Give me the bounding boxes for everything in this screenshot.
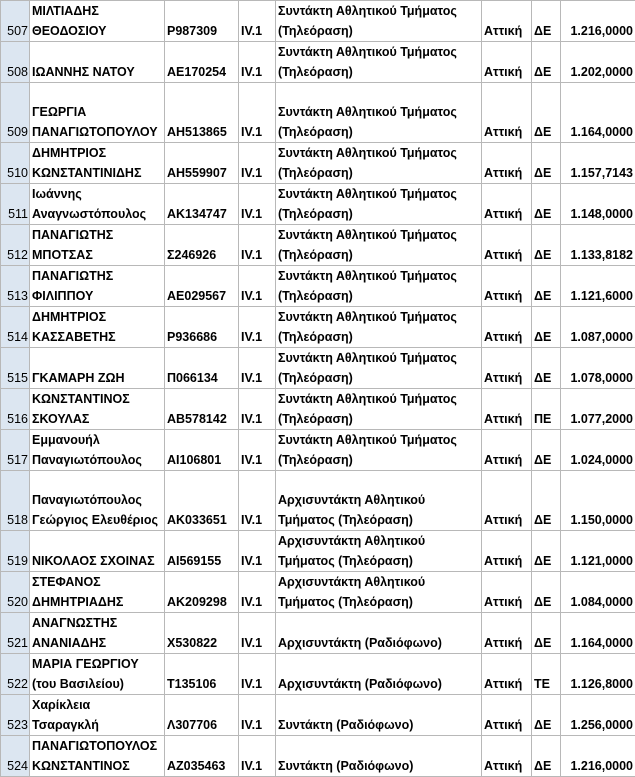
position-cell[interactable] [276, 695, 482, 736]
row-number-cell[interactable]: 519 [1, 531, 30, 572]
cell-line: ΝΙΚΟΛΑΟΣ ΣΧΟΙΝΑΣ [32, 551, 162, 571]
category-cell[interactable]: ΔΕ [532, 348, 561, 389]
position-cell[interactable] [276, 389, 482, 430]
category-cell[interactable]: ΔΕ [532, 613, 561, 654]
cell-line: ΦΙΛΙΠΠΟΥ [32, 286, 162, 306]
grade-cell[interactable]: IV.1 [239, 654, 276, 695]
score-cell[interactable]: 1.121,0000 [561, 531, 635, 572]
grade-cell[interactable]: IV.1 [239, 572, 276, 613]
score-cell[interactable]: 1.121,6000 [561, 266, 635, 307]
cell-line: ΚΩΝΣΤΑΝΤΙΝΟΣ [32, 389, 162, 409]
table-row [1, 266, 635, 307]
cell-line: ΔΗΜΗΤΡΙΟΣ [32, 143, 162, 163]
cell-line: Συντάκτη Αθλητικού Τμήματος [278, 307, 479, 327]
score-cell[interactable]: 1.164,0000 [561, 83, 635, 143]
cell-line: Τμήματος (Τηλεόραση) [278, 551, 479, 571]
name-cell[interactable] [30, 225, 165, 266]
cell-line: Αρχισυντάκτη Αθλητικού [278, 572, 479, 592]
cell-line: ΓΚΑΜΑΡΗ ΖΩΗ [32, 368, 162, 388]
row-number-cell[interactable]: 508 [1, 42, 30, 83]
cell-line: Αρχισυντάκτη (Ραδιόφωνο) [278, 633, 479, 653]
position-cell[interactable] [276, 430, 482, 471]
grade-cell[interactable]: IV.1 [239, 430, 276, 471]
row-number-cell[interactable]: 510 [1, 143, 30, 184]
cell-line: Συντάκτη Αθλητικού Τμήματος [278, 42, 479, 62]
grade-cell[interactable]: IV.1 [239, 471, 276, 531]
score-cell[interactable]: 1.077,2000 [561, 389, 635, 430]
score-cell[interactable]: 1.078,0000 [561, 348, 635, 389]
row-number-cell[interactable]: 507 [1, 1, 30, 42]
cell-line: Συντάκτη Αθλητικού Τμήματος [278, 225, 479, 245]
score-cell[interactable]: 1.148,0000 [561, 184, 635, 225]
row-number-cell[interactable]: 521 [1, 613, 30, 654]
grade-cell[interactable]: IV.1 [239, 389, 276, 430]
table-body [1, 1, 635, 777]
grade-cell[interactable]: IV.1 [239, 266, 276, 307]
name-cell[interactable] [30, 389, 165, 430]
category-cell[interactable]: ΔΕ [532, 83, 561, 143]
cell-line: (Τηλεόραση) [278, 21, 479, 41]
score-cell[interactable]: 1.087,0000 [561, 307, 635, 348]
row-number-cell[interactable]: 515 [1, 348, 30, 389]
cell-line: ΠΑΝΑΓΙΩΤΟΠΟΥΛΟΣ [32, 736, 162, 756]
cell-line: Συντάκτη Αθλητικού Τμήματος [278, 389, 479, 409]
id-cell[interactable]: ΑΙ106801 [165, 430, 239, 471]
cell-line: ΘΕΟΔΟΣΙΟΥ [32, 21, 162, 41]
cell-line: ΔΗΜΗΤΡΙΟΣ [32, 307, 162, 327]
row-number-cell[interactable]: 513 [1, 266, 30, 307]
cell-line: Αρχισυντάκτη Αθλητικού [278, 490, 479, 510]
position-cell[interactable] [276, 42, 482, 83]
row-number-cell[interactable]: 516 [1, 389, 30, 430]
cell-line: (Τηλεόραση) [278, 327, 479, 347]
position-cell[interactable] [276, 184, 482, 225]
cell-line: Τμήματος (Τηλεόραση) [278, 592, 479, 612]
cell-line: Αρχισυντάκτη (Ραδιόφωνο) [278, 674, 479, 694]
grade-cell[interactable]: IV.1 [239, 613, 276, 654]
region-cell[interactable]: Αττική [482, 266, 532, 307]
id-cell[interactable]: Σ246926 [165, 225, 239, 266]
cell-line: (Τηλεόραση) [278, 204, 479, 224]
grade-cell[interactable]: IV.1 [239, 695, 276, 736]
cell-line: Αρχισυντάκτη Αθλητικού [278, 531, 479, 551]
position-cell[interactable] [276, 531, 482, 572]
category-cell[interactable]: ΤΕ [532, 654, 561, 695]
position-cell[interactable] [276, 471, 482, 531]
cell-line: (Τηλεόραση) [278, 163, 479, 183]
cell-line: ΠΑΝΑΓΙΩΤΗΣ [32, 225, 162, 245]
score-cell[interactable]: 1.157,7143 [561, 143, 635, 184]
id-cell[interactable]: Τ135106 [165, 654, 239, 695]
grade-cell[interactable]: IV.1 [239, 225, 276, 266]
region-cell[interactable]: Αττική [482, 307, 532, 348]
cell-line: ΚΑΣΣΑΒΕΤΗΣ [32, 327, 162, 347]
name-cell[interactable] [30, 613, 165, 654]
id-cell[interactable]: Λ307706 [165, 695, 239, 736]
position-cell[interactable] [276, 225, 482, 266]
position-cell[interactable] [276, 613, 482, 654]
table-row [1, 307, 635, 348]
cell-line: Εμμανουήλ [32, 430, 162, 450]
id-cell[interactable]: Π066134 [165, 348, 239, 389]
row-number-cell[interactable]: 520 [1, 572, 30, 613]
cell-line: (Τηλεόραση) [278, 450, 479, 470]
cell-line: Αναγνωστόπουλος [32, 204, 162, 224]
region-cell[interactable]: Αττική [482, 1, 532, 42]
name-cell[interactable] [30, 1, 165, 42]
id-cell[interactable]: Ρ987309 [165, 1, 239, 42]
region-cell[interactable]: Αττική [482, 613, 532, 654]
id-cell[interactable]: ΑΚ134747 [165, 184, 239, 225]
table-row [1, 83, 635, 143]
score-cell[interactable]: 1.164,0000 [561, 613, 635, 654]
position-cell[interactable] [276, 83, 482, 143]
category-cell[interactable]: ΔΕ [532, 225, 561, 266]
cell-line: Συντάκτη Αθλητικού Τμήματος [278, 430, 479, 450]
category-cell[interactable]: ΔΕ [532, 184, 561, 225]
category-cell[interactable]: ΔΕ [532, 266, 561, 307]
cell-line: (Τηλεόραση) [278, 286, 479, 306]
cell-line: ΜΙΛΤΙΑΔΗΣ [32, 1, 162, 21]
category-cell[interactable]: ΔΕ [532, 572, 561, 613]
position-cell[interactable] [276, 348, 482, 389]
cell-line: ΜΠΟΤΣΑΣ [32, 245, 162, 265]
id-cell[interactable]: ΑΚ033651 [165, 471, 239, 531]
table-row [1, 184, 635, 225]
category-cell[interactable]: ΔΕ [532, 471, 561, 531]
cell-line: (Τηλεόραση) [278, 368, 479, 388]
cell-line: Συντάκτη Αθλητικού Τμήματος [278, 102, 479, 122]
cell-line: Συντάκτη (Ραδιόφωνο) [278, 756, 479, 776]
cell-line: ΣΤΕΦΑΝΟΣ [32, 572, 162, 592]
score-cell[interactable]: 1.133,8182 [561, 225, 635, 266]
row-number-cell[interactable]: 517 [1, 430, 30, 471]
row-number-cell[interactable]: 524 [1, 736, 30, 777]
score-cell[interactable]: 1.202,0000 [561, 42, 635, 83]
cell-line: ΚΩΝΣΤΑΝΤΙΝΟΣ [32, 756, 162, 776]
id-cell[interactable]: Χ530822 [165, 613, 239, 654]
position-cell[interactable] [276, 654, 482, 695]
id-cell[interactable]: Ρ936686 [165, 307, 239, 348]
row-number-cell[interactable]: 518 [1, 471, 30, 531]
cell-line: ΙΩΑΝΝΗΣ ΝΑΤΟΥ [32, 62, 162, 82]
category-cell[interactable]: ΔΕ [532, 531, 561, 572]
table-row [1, 389, 635, 430]
region-cell[interactable]: Αττική [482, 389, 532, 430]
table-row [1, 42, 635, 83]
name-cell[interactable] [30, 266, 165, 307]
table-row [1, 348, 635, 389]
table-row [1, 1, 635, 42]
name-cell[interactable] [30, 42, 165, 83]
name-cell[interactable] [30, 83, 165, 143]
cell-line: Παναγιωτόπουλος [32, 450, 162, 470]
cell-line: ΚΩΝΣΤΑΝΤΙΝΙΔΗΣ [32, 163, 162, 183]
name-cell[interactable] [30, 348, 165, 389]
name-cell[interactable] [30, 695, 165, 736]
row-number-cell[interactable]: 511 [1, 184, 30, 225]
position-cell[interactable] [276, 572, 482, 613]
region-cell[interactable]: Αττική [482, 471, 532, 531]
grade-cell[interactable]: IV.1 [239, 42, 276, 83]
score-cell[interactable]: 1.024,0000 [561, 430, 635, 471]
name-cell[interactable] [30, 307, 165, 348]
name-cell[interactable] [30, 654, 165, 695]
cell-line: ΣΚΟΥΛΑΣ [32, 409, 162, 429]
grade-cell[interactable]: IV.1 [239, 531, 276, 572]
grade-cell[interactable]: IV.1 [239, 184, 276, 225]
id-cell[interactable]: ΑΕ029567 [165, 266, 239, 307]
score-cell[interactable]: 1.150,0000 [561, 471, 635, 531]
row-number-cell[interactable]: 523 [1, 695, 30, 736]
cell-line: Συντάκτη (Ραδιόφωνο) [278, 715, 479, 735]
grade-cell[interactable]: IV.1 [239, 143, 276, 184]
cell-line: ΑΝΑΝΙΑΔΗΣ [32, 633, 162, 653]
position-cell[interactable] [276, 736, 482, 777]
region-cell[interactable]: Αττική [482, 184, 532, 225]
region-cell[interactable]: Αττική [482, 225, 532, 266]
cell-line: Συντάκτη Αθλητικού Τμήματος [278, 184, 479, 204]
cell-line: Παναγιωτόπουλος [32, 490, 162, 510]
cell-line: Συντάκτη Αθλητικού Τμήματος [278, 143, 479, 163]
cell-line: Τμήματος (Τηλεόραση) [278, 510, 479, 530]
position-cell[interactable] [276, 307, 482, 348]
region-cell[interactable]: Αττική [482, 736, 532, 777]
row-number-cell[interactable]: 522 [1, 654, 30, 695]
cell-line: ΠΑΝΑΓΙΩΤΟΠΟΥΛΟΥ [32, 122, 162, 142]
position-cell[interactable] [276, 143, 482, 184]
cell-line: Ιωάννης [32, 184, 162, 204]
position-cell[interactable] [276, 1, 482, 42]
region-cell[interactable]: Αττική [482, 83, 532, 143]
name-cell[interactable] [30, 430, 165, 471]
category-cell[interactable]: ΔΕ [532, 736, 561, 777]
region-cell[interactable]: Αττική [482, 572, 532, 613]
name-cell[interactable] [30, 471, 165, 531]
table-row [1, 613, 635, 654]
table-row [1, 736, 635, 777]
id-cell[interactable]: ΑΚ209298 [165, 572, 239, 613]
cell-line: (Τηλεόραση) [278, 62, 479, 82]
cell-line: (Τηλεόραση) [278, 122, 479, 142]
region-cell[interactable]: Αττική [482, 430, 532, 471]
cell-line: ΑΝΑΓΝΩΣΤΗΣ [32, 613, 162, 633]
table-row [1, 471, 635, 531]
region-cell[interactable]: Αττική [482, 348, 532, 389]
cell-line: ΓΕΩΡΓΙΑ [32, 102, 162, 122]
grade-cell[interactable]: IV.1 [239, 307, 276, 348]
cell-line: (Τηλεόραση) [278, 409, 479, 429]
category-cell[interactable]: ΔΕ [532, 430, 561, 471]
table-row [1, 572, 635, 613]
region-cell[interactable]: Αττική [482, 695, 532, 736]
name-cell[interactable] [30, 184, 165, 225]
category-cell[interactable]: ΔΕ [532, 143, 561, 184]
table-row [1, 531, 635, 572]
name-cell[interactable] [30, 531, 165, 572]
table-row [1, 430, 635, 471]
name-cell[interactable] [30, 572, 165, 613]
cell-line: Γεώργιος Ελευθέριος [32, 510, 162, 530]
id-cell[interactable]: ΑΖ035463 [165, 736, 239, 777]
grade-cell[interactable]: IV.1 [239, 83, 276, 143]
row-number-cell[interactable]: 512 [1, 225, 30, 266]
cell-line: ΜΑΡΙΑ ΓΕΩΡΓΙΟΥ [32, 654, 162, 674]
category-cell[interactable]: ΔΕ [532, 695, 561, 736]
table-row [1, 143, 635, 184]
cell-line: ΠΑΝΑΓΙΩΤΗΣ [32, 266, 162, 286]
region-cell[interactable]: Αττική [482, 531, 532, 572]
cell-line: Συντάκτη Αθλητικού Τμήματος [278, 266, 479, 286]
category-cell[interactable]: ΔΕ [532, 307, 561, 348]
region-cell[interactable]: Αττική [482, 654, 532, 695]
category-cell[interactable]: ΠΕ [532, 389, 561, 430]
grade-cell[interactable]: IV.1 [239, 348, 276, 389]
category-cell[interactable]: ΔΕ [532, 42, 561, 83]
table-row [1, 695, 635, 736]
table-row [1, 654, 635, 695]
score-cell[interactable]: 1.084,0000 [561, 572, 635, 613]
cell-line: (Τηλεόραση) [278, 245, 479, 265]
cell-line: (του Βασιλείου) [32, 674, 162, 694]
name-cell[interactable] [30, 736, 165, 777]
region-cell[interactable]: Αττική [482, 143, 532, 184]
cell-line: Τσαραγκλή [32, 715, 162, 735]
region-cell[interactable]: Αττική [482, 42, 532, 83]
id-cell[interactable]: ΑΗ513865 [165, 83, 239, 143]
score-cell[interactable]: 1.216,0000 [561, 1, 635, 42]
score-cell[interactable]: 1.256,0000 [561, 695, 635, 736]
row-number-cell[interactable]: 514 [1, 307, 30, 348]
id-cell[interactable]: ΑΗ559907 [165, 143, 239, 184]
table-row [1, 225, 635, 266]
cell-line: ΔΗΜΗΤΡΙΑΔΗΣ [32, 592, 162, 612]
cell-line: Συντάκτη Αθλητικού Τμήματος [278, 348, 479, 368]
category-cell[interactable]: ΔΕ [532, 1, 561, 42]
cell-line: Συντάκτη Αθλητικού Τμήματος [278, 1, 479, 21]
name-cell[interactable] [30, 143, 165, 184]
row-number-cell[interactable]: 509 [1, 83, 30, 143]
position-cell[interactable] [276, 266, 482, 307]
cell-line: Χαρίκλεια [32, 695, 162, 715]
id-cell[interactable]: ΑΙ569155 [165, 531, 239, 572]
id-cell[interactable]: ΑΕ170254 [165, 42, 239, 83]
grade-cell[interactable]: IV.1 [239, 736, 276, 777]
score-cell[interactable]: 1.216,0000 [561, 736, 635, 777]
grade-cell[interactable]: IV.1 [239, 1, 276, 42]
score-cell[interactable]: 1.126,8000 [561, 654, 635, 695]
id-cell[interactable]: ΑΒ578142 [165, 389, 239, 430]
